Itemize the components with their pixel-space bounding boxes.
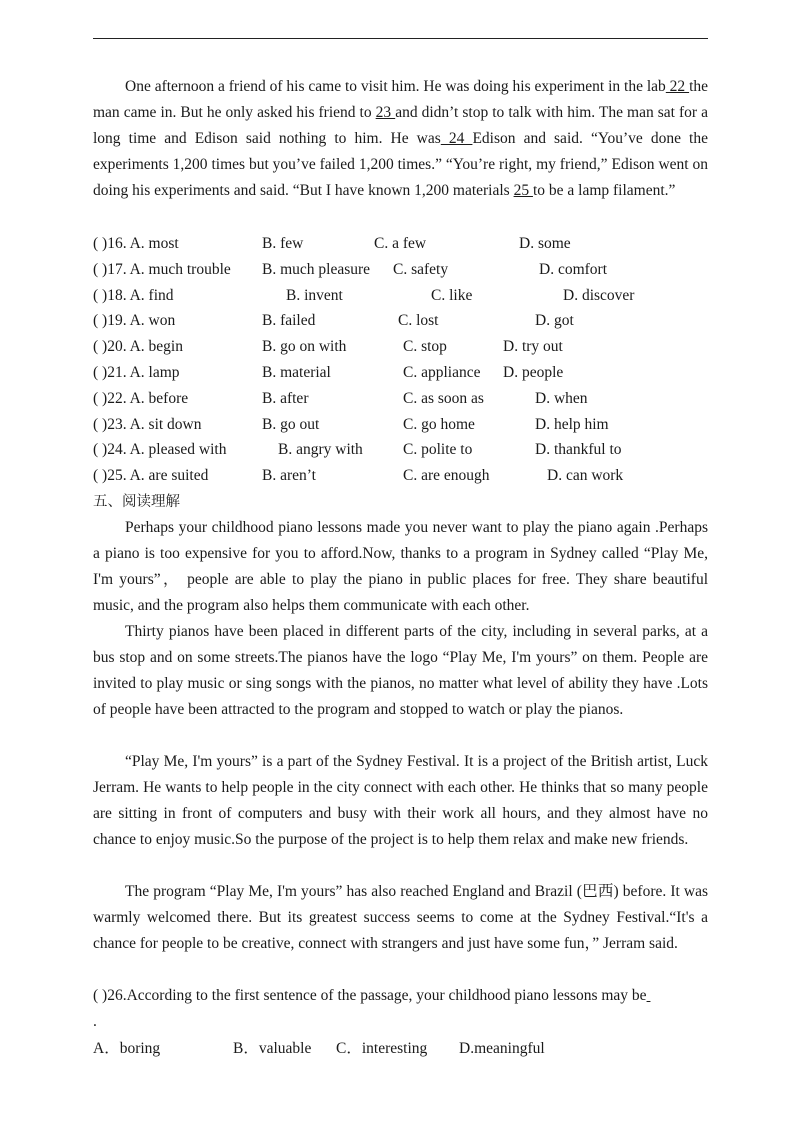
option-c: C. like [431,286,473,304]
reading-paragraph-2: Thirty pianos have been placed in different parts of the city, including in several parks, at a bus stop and on some streets.The pianos have the logo “Play Me, I'm yours” on them. People are invited to play music or sing songs with the pianos, no matter what level of ability they have .Lots of people have been attracted to the program and stopped to watch or play the pianos. [93,623,708,718]
option-c: C. a few [374,235,427,252]
question-number-option-a: ( )24. A. pleased with [93,441,227,459]
cloze-passage: One afternoon a friend of his came to visit him. He was doing his experiment in the lab 22 the man came in. But he only asked his friend to 23 and didn’t stop to talk with him. The man sat for a long time and Edison said nothing to him. He was 24 Edison and said. “You’ve done the experiments 1,200 times but you’ve failed 1,200 times.” “You’re right, my friend,” Edison went on doing his experiments and said. “But I have known 1,200 materials 25 to be a lamp filament.” [93,78,709,199]
blank-24: 24 [440,130,473,147]
option-d: D. people [503,364,564,381]
option-d: D. thankful to [535,441,622,459]
blank-23: 23 [375,104,396,121]
option-c: C. safety [393,260,449,278]
option-d: D. some [519,235,571,252]
option-b: B. go on with [262,338,347,356]
question-26-options [93,1036,708,1062]
question-row [93,334,708,360]
reading-paragraph-1: Perhaps your childhood piano lessons made you never want to play the piano again .Perhaps a piano is too expensive for you to afford.Now, thanks to a program in Sydney called “Play Me, I'm yours”， people are able to play the piano in public places for free. They share beautiful music, and the program also helps them communicate with each other. [93,519,708,614]
question-number-option-a: ( )25. A. are suited [93,467,209,485]
blank-22: 22 [665,78,690,95]
question-number-option-a: ( )17. A. much trouble [93,260,231,278]
question-row [93,257,708,283]
option-a: A．boring [93,1040,161,1057]
option-b: B. failed [262,312,316,330]
question-row [93,231,708,257]
option-d: D. discover [563,286,635,304]
question-row [93,463,708,489]
question-number-option-a: ( )22. A. before [93,389,189,407]
question-number-option-a: ( )18. A. find [93,286,174,304]
option-c: C. go home [403,415,475,433]
question-row [93,308,708,334]
option-b: B. aren’t [262,467,316,485]
option-b: B. go out [262,415,320,433]
question-number-option-a: ( )23. A. sit down [93,415,202,433]
blank-25: 25 [513,182,533,199]
option-b: B. angry with [278,441,363,459]
option-c: C. lost [398,312,439,330]
reading-paragraph-4: The program “Play Me, I'm yours” has also reached England and Brazil (巴西) before. It was warmly welcomed there. But its greatest success seems to come at the Sydney Festival.“It's a chance for people to be creative, connect with strangers and just have some fun，” Jerram said. [93,883,708,952]
option-d: D. got [535,312,574,330]
option-d: D. try out [503,338,563,356]
option-c: C．interesting [336,1040,428,1057]
option-b: B. after [262,389,309,407]
option-b: B．valuable [233,1040,312,1057]
question-row [93,412,708,438]
section-heading: 五、阅读理解 [93,494,180,510]
option-c: C. are enough [403,467,490,485]
reading-paragraph-3: “Play Me, I'm yours” is a part of the Sydney Festival. It is a project of the British artist, Luck Jerram. He wants to help people in the city connect with each other. He thinks that so many people are sitting in front of computers and busy with their work all hours, and they almost have no chance to enjoy music.So the purpose of the project is to help them relax and make new friends. [93,753,708,848]
option-d: D. help him [535,415,609,433]
option-b: B. few [262,235,304,252]
question-number-option-a: ( )20. A. begin [93,338,183,356]
option-d: D.meaningful [459,1040,545,1057]
header-rule [93,38,708,39]
option-c: C. as soon as [403,389,484,407]
option-c: C. polite to [403,441,473,459]
option-c: C. stop [403,338,447,356]
question-number-option-a: ( )16. A. most [93,235,179,252]
option-d: D. can work [547,467,624,485]
option-d: D. comfort [539,260,608,278]
question-row [93,360,708,386]
question-number-option-a: ( )21. A. lamp [93,364,180,381]
question-number-option-a: ( )19. A. won [93,312,176,330]
option-b: B. much pleasure [262,260,371,278]
option-b: B. invent [286,286,343,304]
option-d: D. when [535,389,588,407]
question-row [93,283,708,309]
question-row [93,386,708,412]
option-b: B. material [262,364,331,381]
question-26-dot: . [93,1013,97,1030]
option-c: C. appliance [403,364,481,381]
question-row [93,437,708,463]
question-26-stem: ( )26.According to the first sentence of the passage, your childhood piano lessons may be [93,987,647,1004]
